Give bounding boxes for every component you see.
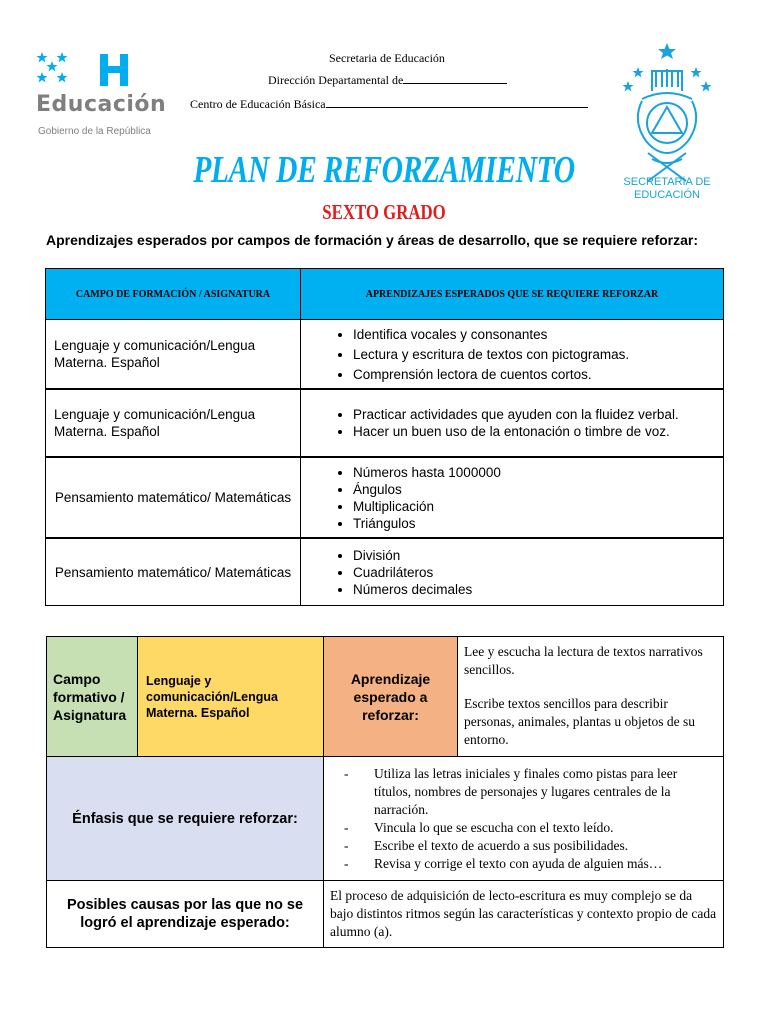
detail-table <box>46 636 724 948</box>
list-item: • División <box>353 547 723 564</box>
intro-text: Aprendizajes esperados por campos de formación y áreas de desarrollo, que se requiere reforzar: <box>46 232 699 248</box>
seal-caption: SECRETARÍA DE EDUCACIÓN <box>623 176 711 201</box>
list-item: - Revisa y corrige el texto con ayuda de alguien más… <box>344 855 717 873</box>
header-line-2 <box>268 72 507 88</box>
educacion-logo <box>36 48 196 148</box>
table-row <box>46 320 724 390</box>
centro-blank <box>326 96 588 108</box>
reinforcement-table <box>45 268 724 606</box>
direccion-blank <box>403 72 507 84</box>
row-items <box>301 457 724 538</box>
table-row <box>46 457 724 538</box>
causas-label: Posibles causas por las que no se logró el aprendizaje esperado: <box>47 881 324 948</box>
list-item: - Vincula lo que se escucha con el texto leído. <box>344 819 717 837</box>
detail-row-enfasis <box>47 757 724 881</box>
h-mark-icon <box>96 52 132 88</box>
logo-subtitle: Gobierno de la República <box>38 126 151 137</box>
row-area: Lenguaje y comunicación/Lengua Materna. Español <box>46 320 301 390</box>
aprendizaje-p1: Lee y escucha la lectura de textos narrativos sencillos. <box>464 644 703 677</box>
campo-label: Campo formativo / Asignatura <box>47 637 138 757</box>
row-items <box>301 320 724 390</box>
aprendizaje-p2: Escribe textos sencillos para describir personas, animales, plantas u objetos de su entorno. <box>464 696 695 747</box>
page-subtitle: SEXTO GRADO <box>322 200 446 224</box>
logo-wordmark: Educación <box>36 92 167 117</box>
list-item: • Números hasta 1000000 <box>353 464 723 481</box>
row-area: Pensamiento matemático/ Matemáticas <box>46 538 301 606</box>
list-item: • Lectura y escritura de textos con pictogramas. <box>353 346 723 363</box>
direccion-label: Dirección Departamental de <box>268 73 404 87</box>
header-aprendizajes: APRENDIZAJES ESPERADOS QUE SE REQUIERE REFORZAR <box>301 269 724 320</box>
causas-value: El proceso de adquisición de lecto-escritura es muy complejo se da bajo distintos ritmos según las características y contexto propio de cada alumno (a). <box>324 881 724 948</box>
campo-value: Lenguaje y comunicación/Lengua Materna. Español <box>138 637 324 757</box>
aprendizaje-label: Aprendizaje esperado a reforzar: <box>324 637 458 757</box>
list-item: - Escribe el texto de acuerdo a sus posibilidades. <box>344 837 717 855</box>
table-row <box>46 538 724 606</box>
row-area: Lenguaje y comunicación/Lengua Materna. Español <box>46 389 301 457</box>
page-title: PLAN DE REFORZAMIENTO <box>193 149 575 191</box>
list-item: • Hacer un buen uso de la entonación o timbre de voz. <box>353 423 723 440</box>
list-item: • Practicar actividades que ayuden con la fluidez verbal. <box>353 406 723 423</box>
list-item: • Identifica vocales y consonantes <box>353 326 723 343</box>
list-item: • Ángulos <box>353 481 723 498</box>
row-items <box>301 389 724 457</box>
row-area: Pensamiento matemático/ Matemáticas <box>46 457 301 538</box>
table-header-row <box>46 269 724 320</box>
header-campo: CAMPO DE FORMACIÓN / ASIGNATURA <box>46 269 301 320</box>
list-item: • Multiplicación <box>353 498 723 515</box>
list-item: • Números decimales <box>353 581 723 598</box>
centro-label: Centro de Educación Básica <box>190 97 326 111</box>
row-items <box>301 538 724 606</box>
stars-icon <box>36 48 92 88</box>
enfasis-value <box>324 757 724 881</box>
table-row <box>46 389 724 457</box>
list-item: - Utiliza las letras iniciales y finales como pistas para leer títulos, nombres de personajes y lugares centrales de la narración. <box>344 765 717 819</box>
list-item: • Triángulos <box>353 515 723 532</box>
header-line-3 <box>190 96 588 112</box>
detail-row-campo <box>47 637 724 757</box>
list-item: • Comprensión lectora de cuentos cortos. <box>353 366 723 383</box>
detail-row-causas <box>47 881 724 948</box>
header-line-1: Secretaria de Educación <box>329 51 445 65</box>
list-item: • Cuadriláteros <box>353 564 723 581</box>
aprendizaje-value <box>458 637 724 757</box>
enfasis-label: Énfasis que se requiere reforzar: <box>47 757 324 881</box>
